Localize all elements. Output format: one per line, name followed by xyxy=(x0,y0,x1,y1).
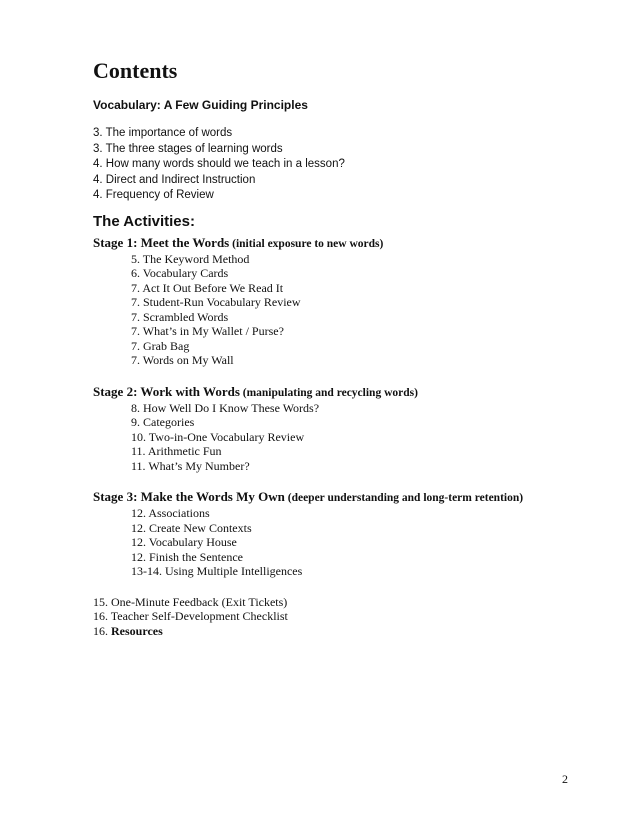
stage1-item: 7. Grab Bag xyxy=(131,338,190,353)
stage1-item: 7. Act It Out Before We Read It xyxy=(131,280,284,295)
stage2-list xyxy=(93,401,573,474)
final-item-number: 16. xyxy=(93,623,111,638)
resources-label: Resources xyxy=(111,623,163,638)
principle-item: 4. Frequency of Review xyxy=(93,189,214,201)
section-gap xyxy=(93,579,573,595)
stage1-subtitle: (initial exposure to new words) xyxy=(229,237,384,250)
stage2-subtitle: (manipulating and recycling words) xyxy=(239,386,418,399)
page-title: Contents xyxy=(93,58,178,83)
stage2-item: 11. What’s My Number? xyxy=(131,458,250,473)
stage3-subtitle: (deeper understanding and long-term retention) xyxy=(284,492,524,504)
stage1-item: 7. What’s in My Wallet / Purse? xyxy=(131,324,284,338)
stage1-item: 7. Words on My Wall xyxy=(131,353,234,367)
stage3-item: 13-14. Using Multiple Intelligences xyxy=(131,564,303,578)
contents-page xyxy=(93,58,573,638)
stage1-heading xyxy=(93,235,573,252)
stage1-title: Stage 1: Meet the Words xyxy=(93,234,230,250)
principle-item: 3. The importance of words xyxy=(93,127,233,139)
stage1-item: 7. Scrambled Words xyxy=(131,309,229,324)
stage2-item: 10. Two-in-One Vocabulary Review xyxy=(131,429,305,444)
stage3-item: 12. Finish the Sentence xyxy=(131,549,243,564)
stage1-item: 5. The Keyword Method xyxy=(131,251,250,266)
stage3-item: 12. Vocabulary House xyxy=(131,535,237,549)
principle-item: 4. How many words should we teach in a lesson? xyxy=(93,158,345,170)
stage1-item: 6. Vocabulary Cards xyxy=(131,266,229,280)
final-item-resources xyxy=(93,624,573,639)
principle-item: 3. The three stages of learning words xyxy=(93,142,283,155)
stage3-heading xyxy=(93,489,573,506)
final-item: 15. One-Minute Feedback (Exit Tickets) xyxy=(93,594,288,609)
stage3-list xyxy=(93,506,573,579)
stage3-item: 12. Create New Contexts xyxy=(131,520,252,535)
stage3-item: 12. Associations xyxy=(131,506,210,520)
stage1-item: 7. Student-Run Vocabulary Review xyxy=(131,295,301,309)
stage2-heading xyxy=(93,384,573,401)
section-gap xyxy=(93,368,573,384)
principles-list xyxy=(93,126,573,204)
stage2-item: 11. Arithmetic Fun xyxy=(131,444,222,458)
principles-heading: Vocabulary: A Few Guiding Principles xyxy=(93,98,308,112)
final-list xyxy=(93,595,573,639)
stage2-title: Stage 2: Work with Words xyxy=(93,383,240,399)
principle-item: 4. Direct and Indirect Instruction xyxy=(93,173,256,186)
stage3-title: Stage 3: Make the Words My Own xyxy=(93,489,285,504)
stage2-item: 9. Categories xyxy=(131,415,195,429)
final-item: 16. Teacher Self-Development Checklist xyxy=(93,609,288,623)
page-number: 2 xyxy=(562,772,568,786)
stage1-list xyxy=(93,252,573,368)
activities-heading: The Activities: xyxy=(93,212,195,230)
section-gap xyxy=(93,473,573,489)
stage2-item: 8. How Well Do I Know These Words? xyxy=(131,400,320,415)
